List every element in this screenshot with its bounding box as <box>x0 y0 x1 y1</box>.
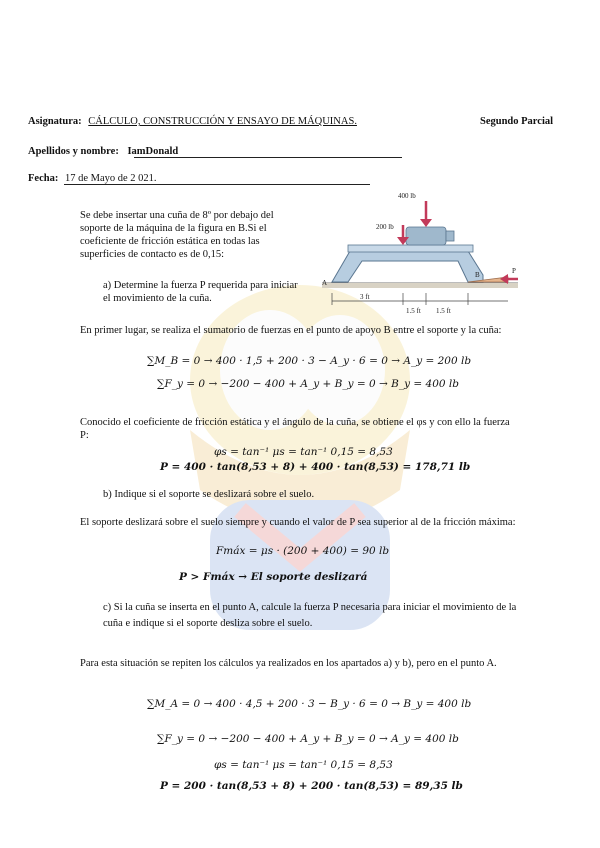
equation-7: ∑M_A = 0 → 400 · 4,5 + 200 · 3 − B_y · 6 = 0 → B_y = 400 lb <box>147 698 472 710</box>
exam-title: Segundo Parcial <box>480 116 554 127</box>
name-value: IamDonald <box>127 146 179 157</box>
part-a: a) Determine la fuerza P requerida para iniciar el movimiento de la cuña. <box>103 280 298 304</box>
text-2: Conocido el coeficiente de fricción estática y el ángulo de la cuña, se obtiene el φs y con ello la fuerza P: <box>80 417 510 441</box>
label-400lb: 400 lb <box>398 193 416 200</box>
equation-6: P > Fmáx → El soporte deslizará <box>179 571 368 583</box>
equation-5: Fmáx = μs · (200 + 400) = 90 lb <box>216 545 390 557</box>
subject-value: CÁLCULO, CONSTRUCCIÓN Y ENSAYO DE MÁQUINAS. <box>88 116 357 127</box>
subject-label: Asignatura: <box>28 116 82 127</box>
name-underline <box>134 157 402 158</box>
dim-3ft: 3 ft <box>360 293 370 301</box>
machine-figure <box>318 193 523 318</box>
text-1: En primer lugar, se realiza el sumatorio de fuerzas en el punto de apoyo B entre el soporte y la cuña: <box>80 325 502 336</box>
date-underline <box>64 184 370 185</box>
name-label: Apellidos y nombre: <box>28 146 119 157</box>
equation-8: ∑F_y = 0 → −200 − 400 + A_y + B_y = 0 → A_y = 400 lb <box>157 733 459 745</box>
text-3: El soporte deslizará sobre el suelo siempre y cuando el valor de P sea superior al de la fricción máxima: <box>80 517 516 528</box>
label-A: A <box>322 279 328 287</box>
dim-1-5ft-a: 1.5 ft <box>406 307 421 315</box>
label-200lb: 200 lb <box>376 223 394 231</box>
equation-3: φs = tan⁻¹ μs = tan⁻¹ 0,15 = 8,53 <box>214 446 393 458</box>
part-c: c) Si la cuña se inserta en el punto A, calcule la fuerza P necesaria para iniciar el movimiento de la cuña e indique si el soporte desliza sobre el suelo. <box>103 602 517 629</box>
equation-1: ∑M_B = 0 → 400 · 1,5 + 200 · 3 − A_y · 6 = 0 → A_y = 200 lb <box>147 355 472 367</box>
subject-line <box>28 116 357 127</box>
text-4: Para esta situación se repiten los cálculos ya realizados en los apartados a) y b), pero en el punto A. <box>80 658 497 669</box>
name-line <box>28 146 178 157</box>
equation-2: ∑F_y = 0 → −200 − 400 + A_y + B_y = 0 → B_y = 400 lb <box>157 378 460 390</box>
part-b: b) Indique si el soporte se deslizará sobre el suelo. <box>103 489 315 500</box>
label-B: B <box>475 271 480 279</box>
equation-4: P = 400 · tan(8,53 + 8) + 400 · tan(8,53) = 178,71 lb <box>160 461 471 473</box>
label-P: P <box>512 267 516 275</box>
intro-paragraph: Se debe insertar una cuña de 8º por debajo del soporte de la máquina de la figura en B.Si el coeficiente de fricción estática en todas las superficies de contacto es de 0,15: <box>80 210 274 260</box>
date-line <box>28 173 157 184</box>
dim-1-5ft-b: 1.5 ft <box>436 307 451 315</box>
equation-10: P = 200 · tan(8,53 + 8) + 200 · tan(8,53) = 89,35 lb <box>160 780 463 792</box>
date-value: 17 de Mayo de 2 021. <box>64 173 157 184</box>
date-label: Fecha: <box>28 173 59 184</box>
equation-9: φs = tan⁻¹ μs = tan⁻¹ 0,15 = 8,53 <box>214 759 393 771</box>
